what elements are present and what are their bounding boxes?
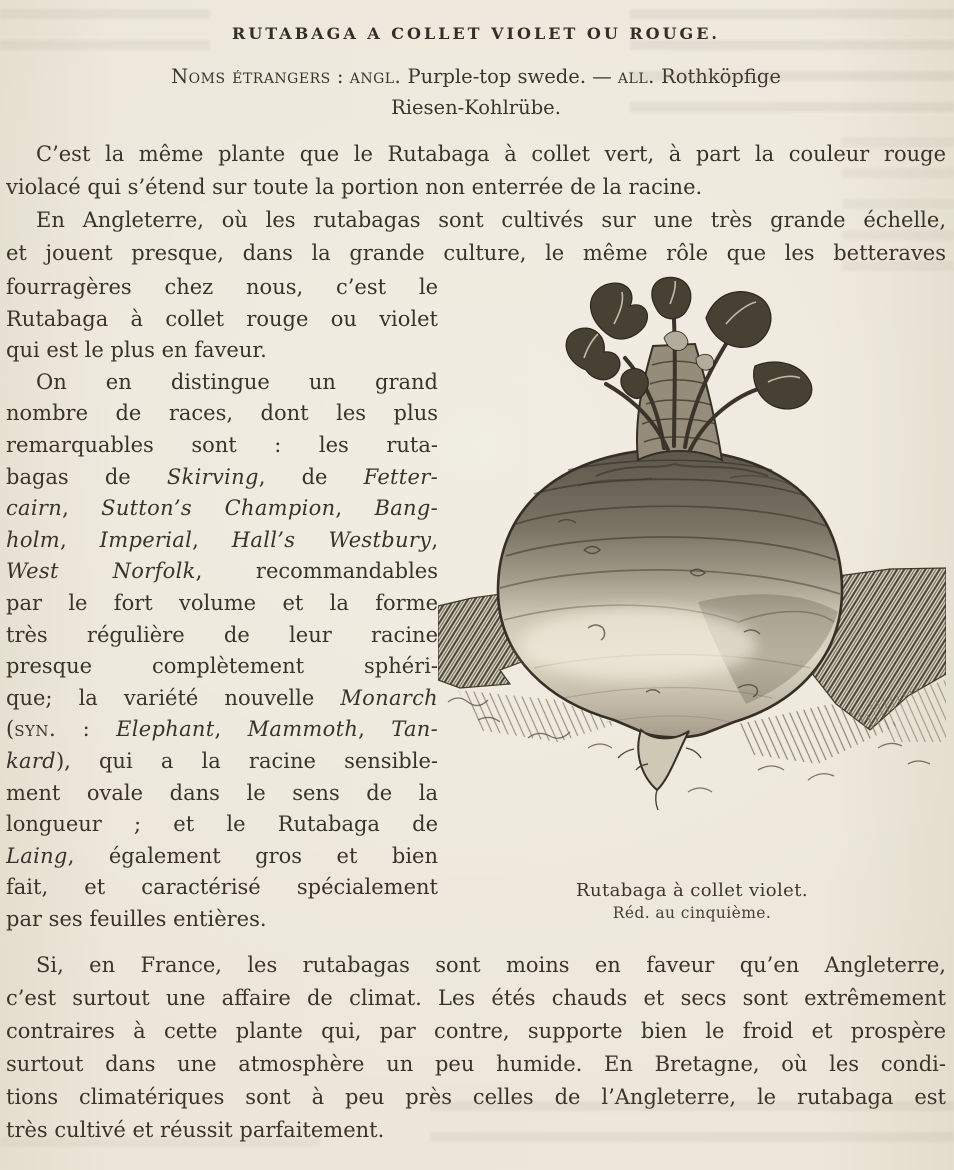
foreign-names [6,61,946,123]
text-line: qui est le plus en faveur. [6,338,267,363]
text-line: (syn. : Elephant, Mammoth, Tan- [6,717,438,742]
text-line: West Norfolk, recommandables [6,559,438,584]
rutabaga-engraving [438,272,946,872]
text-line: c’est surtout une affaire de climat. Les étés chauds et secs sont extrêmement [6,986,946,1011]
text-line: C’est la même plante que le Rutabaga à collet vert, à part la couleur rouge [36,142,946,166]
foreign-names-line-2: Riesen-Kohlrübe. [391,96,561,119]
text-line: Rutabaga à collet rouge ou violet [6,306,438,331]
text-line: fourragères chez nous, c’est le [6,275,438,299]
figure [438,272,946,922]
text-line: par le fort volume et la forme [6,590,438,615]
text-line: En Angleterre, où les rutabagas sont cultivés sur une très grande échelle, [36,208,946,232]
text-line: Si, en France, les rutabagas sont moins en faveur qu’en Angleterre, [36,953,946,978]
text-line: très cultivé et réussit parfaitement. [6,1118,385,1143]
text-line: longueur ; et le Rutabaga de [6,812,438,837]
text-line: holm, Imperial, Hall’s Westbury, [6,527,439,552]
left-text-column [6,272,438,935]
paragraph-intro [6,138,946,204]
text-line: fait, et caractérisé spécialement [6,875,438,900]
figure-subcaption: Réd. au cinquième. [612,904,772,922]
text-line: kard), qui a la racine sensible- [6,748,438,773]
text-figure-wrap [6,272,946,935]
text-line: presque complètement sphéri- [6,654,438,679]
figure-caption: Rutabaga à collet violet. [576,880,808,901]
text-line: surtout dans une atmosphère un peu humide. En Bretagne, où les condi- [6,1052,946,1077]
text-line: cairn, Sutton’s Champion, Bang- [6,496,438,521]
text-line: ment ovale dans le sens de la [6,780,438,805]
text-line: On en distingue un grand [36,369,438,394]
text-line: et jouent presque, dans la grande culture, le même rôle que les betteraves [6,241,946,265]
foreign-names-line-1: Noms étrangers : angl. Purple-top swede. — all. Rothköpfige [171,65,781,88]
text-line: tions climatériques sont à peu près celles de l’Angleterre, le rutabaga est [6,1085,946,1110]
text-line: Laing, également gros et bien [6,843,438,868]
text-line: violacé qui s’étend sur toute la portion non enterrée de la racine. [6,175,703,199]
paragraph-france [6,949,946,1147]
text-line: contraires à cette plante qui, par contre, supporte bien le froid et prospère [6,1019,946,1044]
text-line: très régulière de leur racine [6,622,438,647]
paragraph-england-start [6,204,946,270]
text-line: par ses feuilles entières. [6,906,267,931]
text-line: remarquables sont : les ruta- [6,432,438,457]
text-line: bagas de Skirving, de Fetter- [6,464,438,489]
text-line: que; la variété nouvelle Monarch [6,685,438,710]
page-title: RUTABAGA A COLLET VIOLET OU ROUGE. [232,24,720,43]
text-line: nombre de races, dont les plus [6,401,438,426]
